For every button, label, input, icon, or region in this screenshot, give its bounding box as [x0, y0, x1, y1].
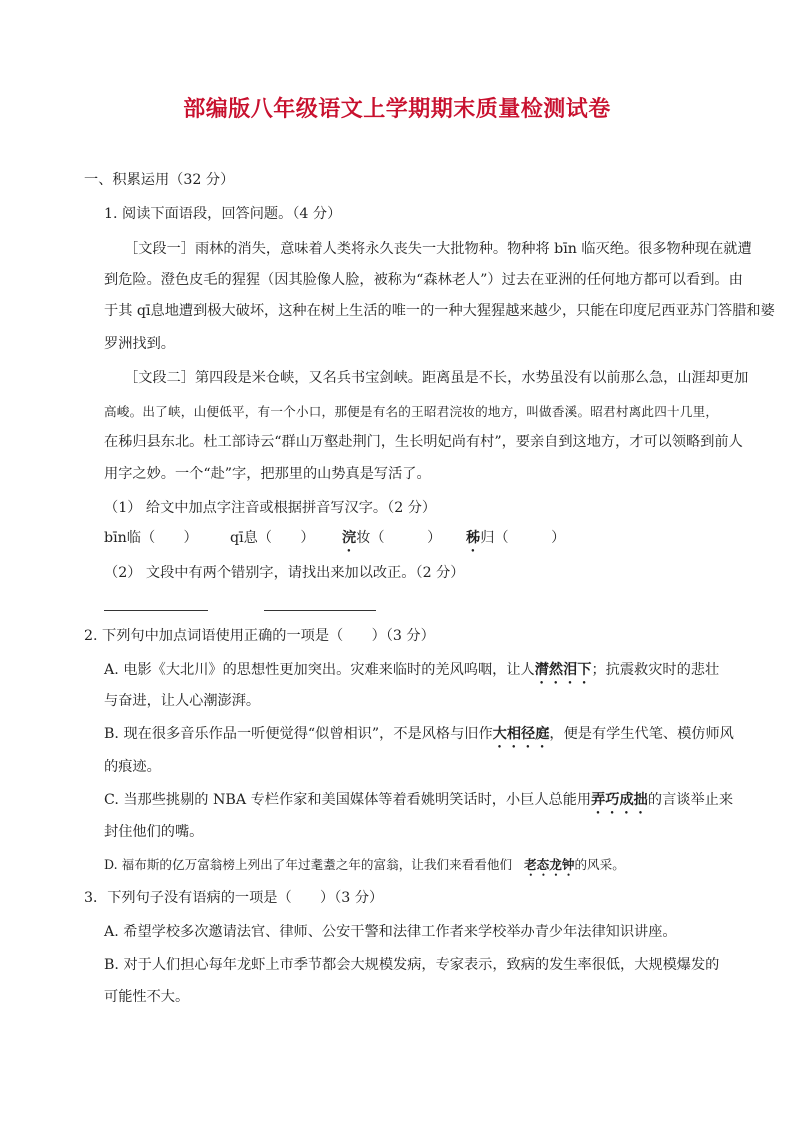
passage-1-line-4: 罗洲找到。 [104, 336, 175, 352]
section-heading: 一、积累运用（32 分） [84, 172, 235, 188]
option-2d [104, 855, 625, 879]
dotted-phrase-2b: 大相径庭 [492, 726, 550, 742]
fill-huan-rest: 妆（ ） [356, 530, 442, 546]
option-2c-text-end: 的言谈举止来 [647, 792, 734, 808]
passage-2-line-3: 在秭归县东北。杜工部诗云“群山万壑赴荆门，生长明妃尚有村”，要亲自到这地方，才可以领略到前人 [104, 434, 743, 450]
passage-2-line-1: ［文段二］第四段是米仓峡，又名兵书宝剑峡。距离虽是不长，水势虽没有以前那么急，山涯却更加 [124, 370, 749, 386]
option-2a-text: A. 电影《大北川》的思想性更加突出。灾难来临时的羌风呜咽，让人 [104, 662, 535, 678]
fill-qi: qī息（ ） [230, 530, 315, 546]
option-2a-line-1 [104, 660, 718, 687]
question-1-stem: 1. 阅读下面语段，回答问题。（4 分） [104, 206, 342, 222]
passage-1-line-1: ［文段一］雨林的消失，意味着人类将永久丧失一大批物种。物种将 bīn 临灭绝。很多物种现在就遭 [124, 241, 752, 257]
option-2a-line-2: 与奋进，让人心潮澎湃。 [104, 693, 261, 709]
question-3-stem: 3．下列句子没有语病的一项是（ ）（3 分） [84, 890, 384, 906]
option-3b-line-1: B. 对于人们担心每年龙虾上市季节都会大规模发病，专家表示，致病的发生率很低，大规模爆发的 [104, 957, 720, 973]
dotted-phrase-2d: 老态龙钟 [524, 857, 575, 872]
option-2c-line-2: 封住他们的嘴。 [104, 824, 204, 840]
option-2b-text-end: ，便是有学生代笔、模仿师风 [549, 726, 734, 742]
dotted-phrase-2a: 潸然泪下 [534, 662, 592, 678]
option-3b-line-2: 可能性不大。 [104, 989, 190, 1005]
answer-line-1[interactable] [104, 610, 208, 611]
dotted-phrase-2c: 弄巧成拙 [591, 792, 648, 808]
option-2d-text: D. 福布斯的亿万富翁榜上列出了年过耄耋之年的富翁，让我们来看看他们 [104, 857, 513, 872]
fill-zi-rest: 归（ ） [480, 530, 566, 546]
option-2b-line-1 [104, 724, 734, 751]
passage-1-line-3: 于其 qī息地遭到极大破坏，这种在树上生活的唯一的一种大猩猩越来越少，只能在印度尼西亚苏门答腊和婆 [104, 303, 775, 319]
option-2c-text: C. 当那些挑剔的 NBA 专栏作家和美国媒体等着看姚明笑话时，小巨人总能用 [104, 792, 592, 808]
answer-line-2[interactable] [264, 610, 376, 611]
option-2a-text-end: ；抗震救灾时的悲壮 [591, 662, 720, 678]
passage-2-line-2: 高峻。出了峡，山便低平，有一个小口，那便是有名的王昭君浣妆的地方，叫做香溪。昭君村离此四十几里， [104, 404, 718, 419]
fill-zi [466, 528, 565, 555]
option-2c-line-1 [104, 790, 734, 817]
option-3a: A. 希望学校多次邀请法官、律师、公安干警和法律工作者来学校举办青少年法律知识讲座。 [104, 924, 677, 940]
option-2b-text: B. 现在很多音乐作品一听便觉得“似曾相识”，不是风格与旧作 [104, 726, 493, 742]
sub-question-1: （1） 给文中加点字注音或根据拼音写汉字。（2 分） [104, 500, 437, 516]
fill-huan [342, 528, 441, 555]
passage-2-line-4: 用字之妙。一个“赴”字，把那里的山势真是写活了。 [104, 466, 431, 482]
option-2d-text-end: 的风采。 [574, 857, 625, 872]
option-2b-line-2: 的痕迹。 [104, 759, 161, 775]
fill-bin: bīn临（ ） [104, 530, 198, 546]
sub-question-2: （2） 文段中有两个错别字，请找出来加以改正。（2 分） [104, 565, 465, 581]
dotted-char-zi: 秭 [466, 530, 481, 546]
question-2-stem: 2. 下列句中加点词语使用正确的一项是（ ）（3 分） [84, 628, 435, 644]
passage-1-line-2: 到危险。澄色皮毛的猩猩（因其脸像人脸，被称为“森林老人”）过去在亚洲的任何地方都可以看到。由 [104, 272, 743, 288]
dotted-char-huan: 浣 [342, 530, 357, 546]
page-title: 部编版八年级语文上学期期末质量检测试卷 [183, 97, 611, 122]
